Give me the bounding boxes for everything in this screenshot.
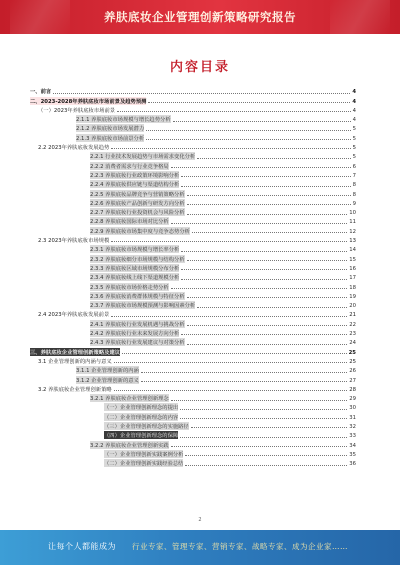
toc-leader-dots [173,121,351,122]
toc-leader-dots [185,455,347,456]
toc-entry-label: 2.2.1 行业技术发展趋势与市场需求变化分析 [90,154,196,161]
toc-entry-label: 2.2.4 养肤底妆供应链与渠道结构分析 [90,182,180,189]
toc-entry[interactable] [30,337,356,346]
toc-leader-dots [148,102,350,103]
toc-entry[interactable] [30,244,356,253]
toc-entry-label: 2.2.7 养肤底妆行业投资机会与风险分析 [90,210,185,217]
toc-leader-dots [187,260,348,261]
toc-entry-page: 6 [352,163,356,170]
toc-leader-dots [197,307,347,308]
toc-entry[interactable] [30,198,356,207]
toc-entry-page: 27 [349,377,356,384]
toc-entry-page: 5 [352,154,356,161]
toc-entry-label: 2.1.2 养肤底妆市场发展潜力 [76,126,145,133]
toc-entry[interactable] [30,439,356,448]
toc-entry-page: 4 [352,89,356,96]
toc-leader-dots [197,158,350,159]
toc-entry-label: 2.1.1 养肤底妆市场规模与增长趋势分析 [76,117,171,124]
toc-entry-page: 12 [349,228,356,235]
toc-entry-label: 2.1.3 养肤底妆市场前景分析 [76,135,145,142]
toc-entry-label: 二、2023-2028年养肤底妆市场前景及趋势预测 [30,98,147,105]
toc-entry-page: 5 [352,126,356,133]
toc-entry-label: 2.4.1 养肤底妆行业发展机遇与挑战分析 [90,321,185,328]
toc-entry-page: 25 [348,349,356,356]
toc-entry-label: 2.2.6 养肤底妆产品创新与研发方向分析 [90,200,185,207]
toc-entry-label: （三）企业管理创新理念的实施路径 [104,423,189,430]
toc-leader-dots [187,204,351,205]
toc-leader-dots [181,279,347,280]
toc-entry[interactable] [30,123,356,132]
toc-leader-dots [171,223,348,224]
toc-entry-page: 20 [349,303,356,310]
toc-entry[interactable] [30,421,356,430]
toc-leader-dots [114,362,348,363]
toc-leader-dots [180,409,347,410]
toc-entry[interactable] [30,95,356,104]
toc-entry[interactable] [30,253,356,262]
toc-leader-dots [187,325,348,326]
toc-leader-dots [146,139,350,140]
toc-entry-label: 3.1 企业管理创新的内涵与意义 [38,358,112,365]
toc-entry[interactable] [30,430,356,439]
toc-leader-dots [171,167,351,168]
toc-leader-dots [117,111,351,112]
toc-leader-dots [171,400,348,401]
toc-entry-label: 2.3.6 养肤底妆消费群体规模与特征分析 [90,293,185,300]
toc-entry-page: 31 [349,414,356,421]
toc-entry[interactable] [30,142,356,151]
toc-entry-page: 9 [352,200,356,207]
toc-entry[interactable] [30,216,356,225]
toc-entry-page: 4 [352,98,356,105]
toc-entry-page: 8 [352,191,356,198]
toc-entry[interactable] [30,235,356,244]
toc-leader-dots [181,269,347,270]
toc-entry-page: 7 [352,172,356,179]
toc-entry[interactable] [30,114,356,123]
toc-leader-dots [146,130,350,131]
toc-leader-dots [187,344,348,345]
toc-entry-label: 3.2.1 养肤底妆企业管理创新理念 [90,396,169,403]
toc-entry-page: 21 [349,312,356,319]
toc-entry-page: 32 [349,423,356,430]
toc-entry-page: 8 [352,182,356,189]
toc-entry[interactable] [30,225,356,234]
toc-entry[interactable] [30,170,356,179]
toc-leader-dots [111,148,350,149]
toc-leader-dots [122,353,347,354]
toc-entry[interactable] [30,318,356,327]
toc-entry-page: 22 [349,321,356,328]
toc-entry-label: 2.3.3 养肤底妆区域市场规模分布分析 [90,265,180,272]
toc-entry-label: 2.3.4 养肤底妆线上线下渠道规模分析 [90,275,180,282]
toc-entry[interactable] [30,309,356,318]
toc-entry[interactable] [30,160,356,169]
toc-entry[interactable] [30,291,356,300]
toc-entry[interactable] [30,132,356,141]
toc-entry-page: 16 [349,265,356,272]
toc-entry[interactable] [30,346,356,355]
toc-entry-label: 2.2.9 养肤底妆市场集中度与竞争态势分析 [90,228,190,235]
toc-leader-dots [192,232,347,233]
toc-leader-dots [180,418,347,419]
toc-entry-page: 11 [349,219,356,226]
toc-entry[interactable] [30,458,356,467]
toc-heading: 内容目录 [169,60,230,75]
toc-entry-label: 2.3.1 养肤底妆市场规模与增长率分析 [90,247,180,254]
toc-entry-page: 18 [349,284,356,291]
toc-entry[interactable] [30,393,356,402]
toc-entry-label: （二）企业管理创新理念的内容 [104,414,179,421]
toc-entry-label: 3.1.1 企业管理创新的内涵 [76,368,139,375]
toc-entry-label: （二）企业管理创新实践经验总结 [104,461,184,468]
toc-entry-label: 2.2.8 养肤底妆国际市场对比分析 [90,219,169,226]
toc-leader-dots [171,288,348,289]
footer-slogan: 让每个人都能成为 [48,542,116,551]
toc-entry-label: （一）企业管理创新实践案例分析 [104,451,184,458]
toc-entry-page: 19 [349,293,356,300]
toc-entry[interactable] [30,281,356,290]
toc-leader-dots [114,390,348,391]
toc-leader-dots [111,241,347,242]
toc-entry-label: 3.2.2 养肤底妆企业管理创新实践 [90,442,169,449]
toc-leader-dots [185,465,347,466]
toc-entry-page: 17 [349,275,356,282]
header-bar [0,0,400,34]
toc-entry-page: 5 [352,145,356,152]
toc-entry-label: 2.3.7 养肤底妆市场规模预测与影响因素分析 [90,303,196,310]
toc-entry[interactable] [30,105,356,114]
toc-entry[interactable] [30,151,356,160]
toc-entry[interactable] [30,356,356,365]
toc-entry-page: 15 [349,256,356,263]
toc-entry-page: 13 [349,238,356,245]
toc-entry-label: 2.4 2023年养肤底妆发展前景 [38,312,110,319]
toc-entry-page: 35 [349,451,356,458]
page-number: 2 [198,517,202,523]
footer-banner [0,530,400,565]
toc-entry-label: 2.3 2023年养肤底妆市场规模 [38,238,110,245]
toc-entry-page: 4 [352,117,356,124]
toc-entry-page: 28 [349,386,356,393]
toc-entry[interactable] [30,207,356,216]
toc-entry[interactable] [30,384,356,393]
toc-entry[interactable] [30,411,356,420]
toc-entry-page: 25 [349,358,356,365]
toc-entry-label: 2.2 2023年养肤底妆发展趋势 [38,145,110,152]
toc-leader-dots [141,381,347,382]
toc-leader-dots [180,437,347,438]
footer-tagline: 行业专家、管理专家、营销专家、战略专家、成为企业家…… [132,542,348,551]
toc-entry-page: 5 [352,135,356,142]
toc-entry-label: 2.3.5 养肤底妆市场价格走势分析 [90,284,169,291]
toc-entry[interactable] [30,188,356,197]
toc-entry-label: 3.2 养肤底妆企业管理创新策略 [38,386,112,393]
toc-entry[interactable] [30,272,356,281]
toc-leader-dots [191,427,347,428]
toc-entry[interactable] [30,179,356,188]
toc-leader-dots [141,372,347,373]
toc-leader-dots [171,446,348,447]
toc-entry[interactable] [30,86,356,95]
toc-entry-page: 30 [349,405,356,412]
toc-entry-label: 2.2.2 消费者需求与行业竞争格局 [90,163,169,170]
toc-entry-label: （一）企业管理创新理念的提出 [104,405,179,412]
toc-leader-dots [187,297,348,298]
toc-entry-page: 29 [349,396,356,403]
toc-leader-dots [187,195,351,196]
toc-entry-page: 23 [349,331,356,338]
toc-entry-page: 36 [349,461,356,468]
toc-leader-dots [111,316,347,317]
table-of-contents [30,86,356,467]
toc-entry-label: 3.1.2 企业管理创新的意义 [76,377,139,384]
toc-entry[interactable] [30,328,356,337]
toc-leader-dots [181,251,347,252]
toc-entry-page: 4 [352,107,356,114]
toc-entry[interactable] [30,263,356,272]
toc-entry-label: 2.4.3 养肤底妆行业发展建议与对策分析 [90,340,185,347]
toc-entry-label: （一）2023年养肤底妆市场前景 [38,107,116,114]
toc-leader-dots [181,186,350,187]
toc-entry-page: 10 [349,210,356,217]
toc-entry-label: 三、养肤底妆企业管理创新策略及建议 [30,349,121,356]
toc-entry-label: 2.3.2 养肤底妆细分市场规模与结构分析 [90,256,185,263]
report-title: 养肤底妆企业管理创新策略研究报告 [104,10,296,24]
toc-entry-page: 26 [349,368,356,375]
toc-entry-page: 34 [349,442,356,449]
toc-entry-page: 33 [349,433,356,440]
toc-entry[interactable] [30,402,356,411]
toc-entry-label: （四）企业管理创新理念的保障 [104,433,179,440]
toc-entry-label: 2.4.2 养肤底妆行业未来发展方向分析 [90,331,180,338]
toc-entry-label: 一、前言 [30,89,52,96]
toc-entry[interactable] [30,374,356,383]
toc-leader-dots [181,176,350,177]
toc-entry[interactable] [30,365,356,374]
toc-entry-page: 24 [349,340,356,347]
toc-entry[interactable] [30,449,356,458]
toc-leader-dots [181,334,347,335]
toc-entry-label: 2.2.3 养肤底妆行业政策环境影响分析 [90,172,180,179]
toc-entry-label: 2.2.5 养肤底妆品牌竞争与营销策略分析 [90,191,185,198]
toc-leader-dots [53,93,350,94]
toc-entry[interactable] [30,300,356,309]
toc-entry-page: 14 [349,247,356,254]
toc-leader-dots [187,214,348,215]
